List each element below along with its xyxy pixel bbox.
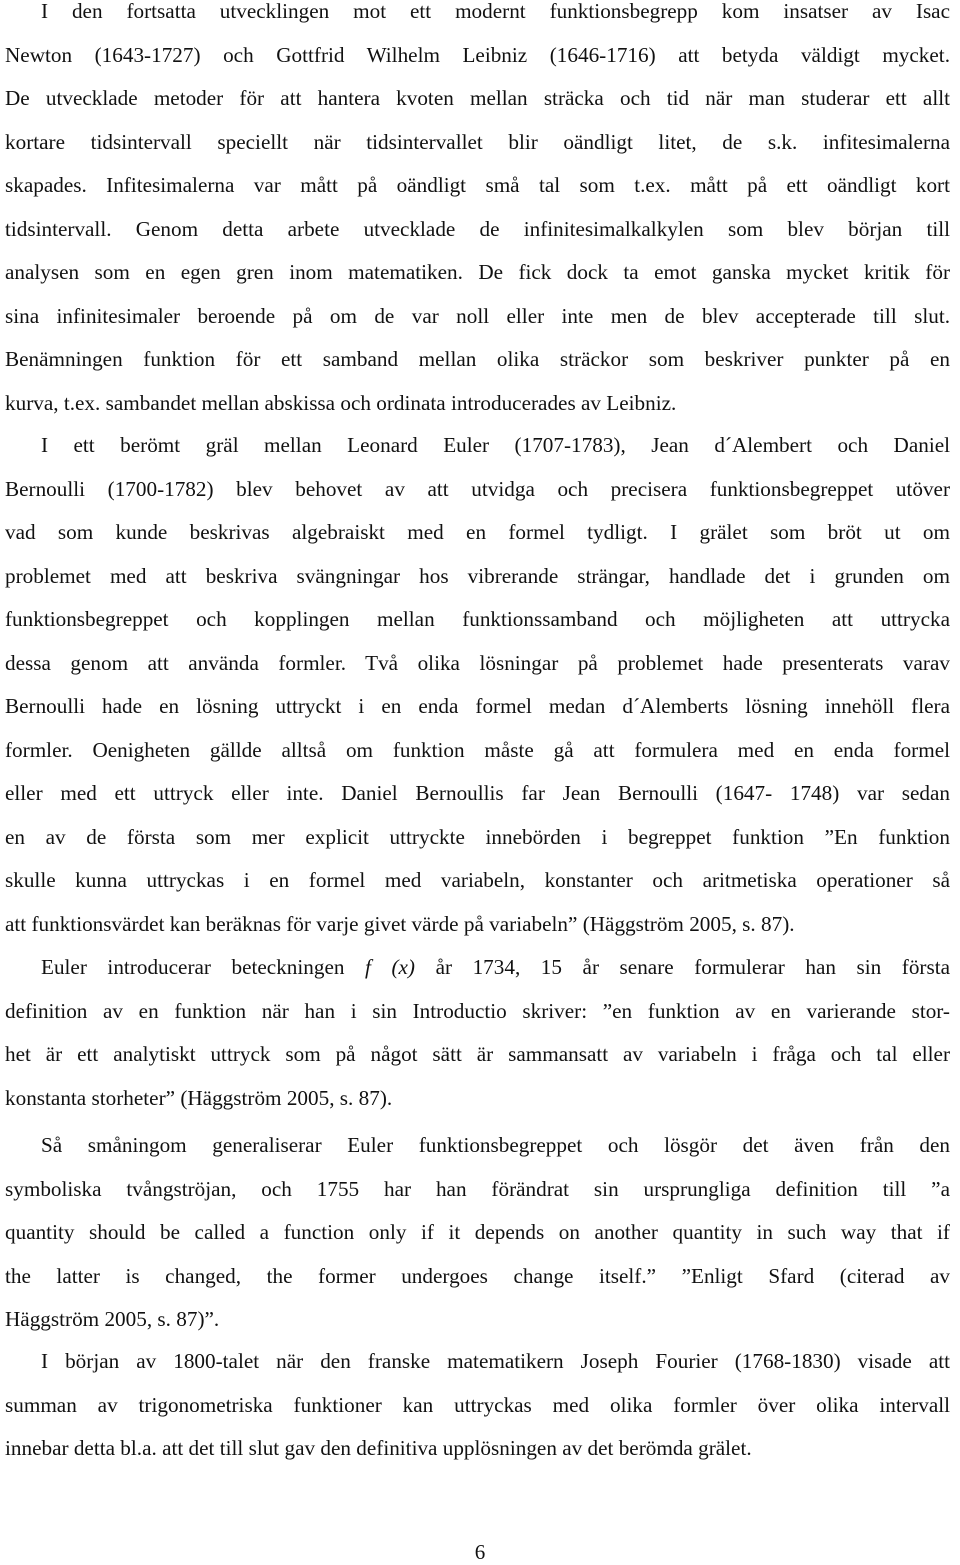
text-line: I början av 1800-talet när den franske matematikern Joseph Fourier (1768-1830) visade att xyxy=(41,1349,950,1373)
text-line: kurva, t.ex. sambandet mellan abskissa och ordinata introducerades av Leibniz. xyxy=(5,390,677,415)
text-line: att funktionsvärdet kan beräknas för varje givet värde på variabeln” (Häggström 2005, s. 87). xyxy=(5,911,795,936)
text-line: problemet med att beskriva svängningar hos vibrerande strängar, handlade det i grunden om xyxy=(5,563,950,588)
text-line xyxy=(5,946,950,990)
text-line: Häggström 2005, s. 87)”. xyxy=(5,1307,220,1331)
text-line: symboliska tvångströjan, och 1755 har han förändrat sin ursprungliga definition till ”a xyxy=(5,1176,950,1201)
paragraph-euler-generalization xyxy=(5,1124,950,1342)
text-line: vad som kunde beskrivas algebraiskt med en formel tydligt. I grälet som bröt ut om xyxy=(5,520,950,544)
text-line: Bernoulli (1700-1782) blev behovet av att utvidga och precisera funktionsbegreppet utöver xyxy=(5,476,950,501)
text-line: en av de första som mer explicit uttryckte innebörden i begreppet funktion ”En funktion xyxy=(5,824,950,849)
text-line: sina infinitesimaler beroende på om de var noll eller inte men de blev accepterade till slut. xyxy=(5,303,950,328)
paragraph-fourier xyxy=(5,1340,950,1471)
text-line: I ett berömt gräl mellan Leonard Euler (1707-1783), Jean d´Alembert och Daniel xyxy=(41,433,950,457)
text-line: De utvecklade metoder för att hantera kvoten mellan sträcka och tid när man studerar ett allt xyxy=(5,86,950,110)
text-line: eller med ett uttryck eller inte. Daniel Bernoullis far Jean Bernoulli (1647- 1748) var sedan xyxy=(5,781,950,805)
text-line: dessa genom att använda formler. Två olika lösningar på problemet hade presenterats varav xyxy=(5,650,950,675)
text-line: I den fortsatta utvecklingen mot ett modernt funktionsbegrepp kom insatser av Isac xyxy=(41,0,950,23)
text-line: Newton (1643-1727) och Gottfrid Wilhelm Leibniz (1646-1716) att betyda väldigt mycket. xyxy=(5,42,950,67)
text-line: kortare tidsintervall speciellt när tidsintervallet blir oändligt litet, de s.k. infitesimalerna xyxy=(5,129,950,154)
text-line: definition av en funktion när han i sin Introductio skriver: ”en funktion av en varierande stor- xyxy=(5,998,950,1023)
text-segment: år 1734, 15 år senare formulerar han sin första xyxy=(435,955,951,979)
page-number: 6 xyxy=(474,1540,486,1564)
text-line: Bernoulli hade en lösning uttryckt i en enda formel medan d´Alemberts lösning innehöll flera xyxy=(5,694,950,718)
text-line: analysen som en egen gren inom matematiken. De fick dock ta emot ganska mycket kritik för xyxy=(5,260,950,284)
document-page xyxy=(5,0,950,1565)
paragraph-newton-leibniz xyxy=(5,0,950,425)
text-line: skulle kunna uttryckas i en formel med variabeln, konstanter och aritmetiska operationer så xyxy=(5,868,950,892)
paragraph-euler-quarrel xyxy=(5,424,950,946)
text-segment: Euler introducerar beteckningen xyxy=(41,955,345,979)
text-line: funktionsbegreppet och kopplingen mellan funktionssamband och möjligheten att uttrycka xyxy=(5,607,950,631)
text-line: innebar detta bl.a. att det till slut gav den definitiva upplösningen av det berömda grälet. xyxy=(5,1436,752,1460)
text-line: konstanta storheter” (Häggström 2005, s. 87). xyxy=(5,1085,393,1110)
text-line: het är ett analytiskt uttryck som på något sätt är sammansatt av variabeln i fråga och tal eller xyxy=(5,1042,950,1066)
formula-f-of-x: f (x) xyxy=(365,955,415,979)
text-line: Benämningen funktion för ett samband mellan olika sträckor som beskriver punkter på en xyxy=(5,347,950,371)
paragraph-euler-notation xyxy=(5,946,950,1120)
text-line: Så småningom generaliserar Euler funktionsbegreppet och lösgör det även från den xyxy=(41,1133,950,1157)
text-line: tidsintervall. Genom detta arbete utvecklade de infinitesimalkalkylen som blev början till xyxy=(5,216,950,241)
text-line: skapades. Infitesimalerna var mått på oändligt små tal som t.ex. mått på ett oändligt kort xyxy=(5,173,950,197)
text-line: quantity should be called a function only if it depends on another quantity in such way that if xyxy=(5,1220,950,1244)
text-line: summan av trigonometriska funktioner kan uttryckas med olika formler över olika intervall xyxy=(5,1392,950,1417)
text-line: formler. Oenigheten gällde alltså om funktion måste gå att formulera med en enda formel xyxy=(5,737,950,762)
text-line: the latter is changed, the former undergoes change itself.” ”Enligt Sfard (citerad av xyxy=(5,1263,950,1288)
